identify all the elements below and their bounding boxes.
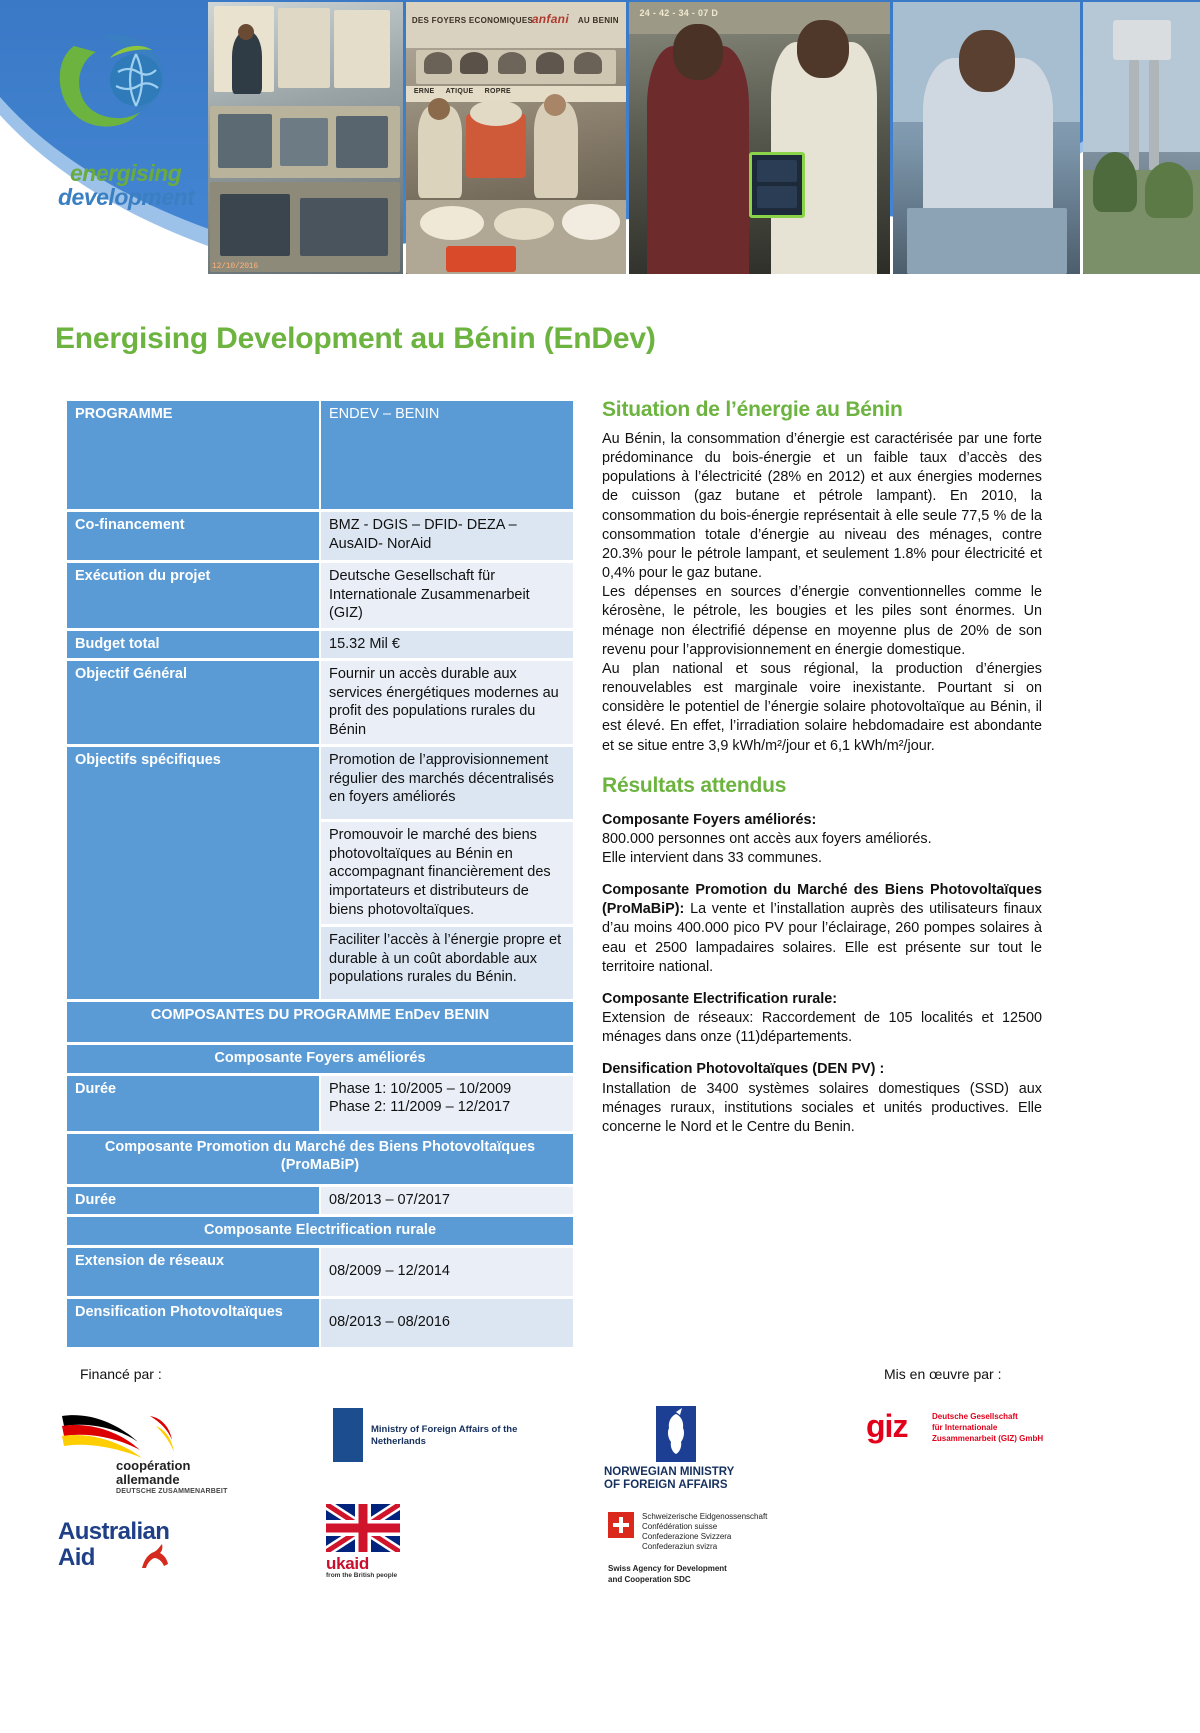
header-banner xyxy=(0,0,1200,300)
cell-key-budget: Budget total xyxy=(67,631,319,659)
swiss-line4: Confederaziun svizra xyxy=(642,1542,718,1551)
composante-promabip-title xyxy=(67,1134,573,1184)
cell-value-extension-reseaux: 08/2009 – 12/2014 xyxy=(321,1248,573,1296)
endev-leaf-globe-icon xyxy=(40,28,200,158)
table-row-composante2-title xyxy=(67,1134,573,1184)
swiss-flag-icon xyxy=(608,1512,634,1538)
resultat-foyers-title: Composante Foyers améliorés: xyxy=(602,811,817,828)
table-row-extension-reseaux xyxy=(67,1248,573,1296)
endev-logo xyxy=(40,28,200,210)
photo-cookstove-demonstration: DES FOYERS ECONOMIQUES anfani AU BENIN ERNE ATIQUE ROPRE xyxy=(406,2,627,274)
norway-lion-icon xyxy=(656,1406,696,1462)
header-photo-strip xyxy=(208,2,1200,274)
composantes-banner: COMPOSANTES DU PROGRAMME EnDev BENIN xyxy=(67,1002,573,1042)
cell-value-cofinancement: BMZ - DGIS – DFID- DEZA –AusAID- NorAid xyxy=(321,512,573,560)
norway-lion-emblem-icon xyxy=(656,1406,696,1462)
cell-key-duree-foyers: Durée xyxy=(67,1076,319,1131)
promabip-title-line2: (ProMaBiP) xyxy=(280,1157,360,1174)
giz-line1: Deutsche Gesellschaft xyxy=(932,1412,1018,1421)
table-row-objectif-general xyxy=(67,661,573,744)
page-title: Energising Development au Bénin (EnDev) xyxy=(55,322,656,355)
netherlands-emblem-icon xyxy=(333,1408,363,1462)
resultat-block-denpv xyxy=(602,1060,1042,1137)
swiss-agency-line1: Swiss Agency for Development xyxy=(608,1564,727,1573)
cell-value-duree-promabip: 08/2013 – 07/2017 xyxy=(321,1187,573,1215)
german-cooperation-logo xyxy=(58,1412,248,1522)
ukaid-line2: from the British people xyxy=(326,1572,398,1579)
netherlands-line2: Netherlands xyxy=(371,1436,426,1447)
table-row-composante1-title xyxy=(67,1045,573,1073)
swiss-line1: Schweizerische Eidgenossenschaft xyxy=(642,1512,768,1521)
resultat-block-promabip xyxy=(602,881,1042,977)
cell-value-execution: Deutsche Gesellschaft für Internationale Zusammenarbeit (GIZ) xyxy=(321,563,573,628)
resultat-promabip-lead: Composante Promotion du Marché des Biens Photovoltaïques (ProMaBiP): xyxy=(602,882,1042,918)
kangaroo-icon xyxy=(136,1542,172,1570)
photo-solar-equipment-warehouse xyxy=(208,2,403,274)
table-row-programme xyxy=(67,401,573,509)
german-coop-line2: allemande xyxy=(116,1472,180,1487)
cell-value-budget: 15.32 Mil € xyxy=(321,631,573,659)
table-row-composante1-duree xyxy=(67,1076,573,1131)
resultat-denpv-body: Installation de 3400 systèmes solaires domestiques (SSD) aux ménages ruraux, institutions sociales et unités productives. Elle concerne le Nord et le Centre du Benin. xyxy=(602,1080,1042,1135)
norwegian-ministry-logo xyxy=(604,1406,814,1502)
footer-logos xyxy=(0,1360,1200,1733)
cell-key-cofinancement: Co-financement xyxy=(67,512,319,560)
giz-line2: für Internationale xyxy=(932,1423,998,1432)
german-flag-icon xyxy=(58,1412,178,1460)
cell-value-duree-foyers xyxy=(321,1076,573,1131)
duree-foyers-phase1: Phase 1: 10/2005 – 10/2009 xyxy=(329,1080,512,1097)
cell-value-objectif-2: Promouvoir le marché des biens photovoltaïques au Bénin en accompagnant financièrement des importateurs et distributeurs de biens photovoltaïques. xyxy=(321,822,573,924)
norway-line2: OF FOREIGN AFFAIRS xyxy=(604,1479,728,1491)
swiss-line3: Confederazione Svizzera xyxy=(642,1532,732,1541)
photo-man-holding-solar-lamp xyxy=(893,2,1080,274)
situation-paragraph-3: Au plan national et sous régional, la production d’énergies renouvelables est marginale voire inexistante. Pourtant si on considère le potentiel de l’énergie solaire photovoltaïque au Bénin, il est élevé. En effet, l’irradiation solaire hebdomadaire est abondante et se situe entre 3,9 kWh/m²/jour et 6,1 kWh/m²/jour. xyxy=(602,660,1042,754)
cell-value-densification: 08/2013 – 08/2016 xyxy=(321,1299,573,1347)
table-row-execution xyxy=(67,563,573,628)
table-row-objectifs-specifiques-1 xyxy=(67,747,573,819)
resultat-electrification-title: Composante Electrification rurale: xyxy=(602,990,838,1007)
resultat-promabip-text xyxy=(602,881,1042,977)
financed-by-label: Financé par : xyxy=(80,1366,162,1382)
resultat-denpv-title: Densification Photovoltaïques (DEN PV) : xyxy=(602,1061,885,1078)
norway-line1: NORWEGIAN MINISTRY xyxy=(604,1466,735,1478)
situation-heading: Situation de l’énergie au Bénin xyxy=(602,398,903,421)
cell-value-objectif-1: Promotion de l’approvisionnement régulier des marchés décentralisés en foyers améliorés xyxy=(321,747,573,819)
cell-key-extension-reseaux: Extension de réseaux xyxy=(67,1248,319,1296)
program-info-table xyxy=(65,398,575,1350)
narrative-column xyxy=(602,398,1042,1137)
logo-line1: energising xyxy=(70,160,182,186)
resultat-foyers-line2: Elle intervient dans 33 communes. xyxy=(602,849,822,866)
giz-line3: Zusammenarbeit (GIZ) GmbH xyxy=(932,1434,1044,1443)
giz-wordmark: giz xyxy=(866,1408,908,1444)
cell-key-execution: Exécution du projet xyxy=(67,563,319,628)
cell-value-objectif-3: Faciliter l’accès à l’énergie propre et durable à un coût abordable aux populations rurales du Bénin. xyxy=(321,927,573,999)
netherlands-line1: Ministry of Foreign Affairs of the xyxy=(371,1424,518,1435)
cell-key-densification: Densification Photovoltaïques xyxy=(67,1299,319,1347)
photo-men-with-solar-panel: 24 - 42 - 34 - 07 D xyxy=(629,2,889,274)
logo-line2: development xyxy=(58,184,195,210)
resultat-block-foyers xyxy=(602,811,1042,868)
german-coop-line3: DEUTSCHE ZUSAMMENARBEIT xyxy=(116,1488,228,1495)
composante-foyers-title: Composante Foyers améliorés xyxy=(67,1045,573,1073)
table-row-composantes-banner xyxy=(67,1002,573,1042)
ukaid-logo xyxy=(326,1504,486,1594)
photo-water-tower xyxy=(1083,2,1200,274)
resultat-block-electrification xyxy=(602,990,1042,1047)
situation-paragraph-2: Les dépenses en sources d’énergie conventionnelles comme le kérosène, le pétrole, les bougies et les piles sont énormes. Un ménage non électrifié dépense en moyenne plus de 20% de son revenu pour l’approvisionnement en énergie domestique. xyxy=(602,584,1042,658)
table-row-budget xyxy=(67,631,573,659)
resultat-electrification-body: Extension de réseaux: Raccordement de 105 localités et 12500 ménages dans onze (11)départements. xyxy=(602,1010,1042,1046)
swiss-sdc-logo xyxy=(608,1512,908,1602)
table-row-densification xyxy=(67,1299,573,1347)
situation-paragraph-1: Au Bénin, la consommation d’énergie est caractérisée par une forte prédominance du bois-énergie et un faible taux d’accès des populations à l’électricité (28% en 2012) et aux énergies modernes de cuisson (gaz butane et pétrole lampant). En 2010, la consommation du bois-énergie représentait à elle seule 77,5 % de la consommation totale d’énergie au niveau des ménages, contre 20.3% pour le pétrole lampant, et seulement 1.8% pour électricité et 0,4% pour le gaz butane. xyxy=(602,431,1042,582)
photo-timestamp: 12/10/2016 xyxy=(212,262,259,271)
cell-key-objectif-general: Objectif Général xyxy=(67,661,319,744)
union-jack-icon xyxy=(326,1504,400,1552)
composante-electrification-title: Composante Electrification rurale xyxy=(67,1217,573,1245)
cell-key-objectifs-specifiques: Objectifs spécifiques xyxy=(67,747,319,999)
promabip-title-line1: Composante Promotion du Marché des Biens Photovoltaïques xyxy=(104,1138,536,1155)
australian-aid-line2: Aid xyxy=(58,1544,95,1571)
cell-key-duree-promabip: Durée xyxy=(67,1187,319,1215)
australian-aid-line1: Australian xyxy=(58,1518,170,1545)
table-row-cofinancement xyxy=(67,512,573,560)
resultats-heading: Résultats attendus xyxy=(602,773,787,797)
giz-logo xyxy=(866,1408,1146,1478)
cell-value-programme: ENDEV – BENIN xyxy=(321,401,573,509)
german-coop-line1: coopération xyxy=(116,1458,191,1473)
cell-key-programme: PROGRAMME xyxy=(67,401,319,509)
resultat-promabip-body: La vente et l’installation auprès des utilisateurs finaux d’au moins 400.000 pico PV pour l’éclairage, 260 pompes solaires à eau et 2500 lampadaires solaires. Elle est présente sur tout le territoire national. xyxy=(602,901,1042,975)
ukaid-line1: ukaid xyxy=(326,1554,369,1573)
resultat-foyers-line1: 800.000 personnes ont accès aux foyers améliorés. xyxy=(602,830,932,847)
table-row-composante3-title xyxy=(67,1217,573,1245)
swiss-line2: Confédération suisse xyxy=(642,1522,718,1531)
table-row-composante2-duree xyxy=(67,1187,573,1215)
program-info-column xyxy=(65,398,575,1350)
australian-aid-logo xyxy=(58,1518,248,1588)
duree-foyers-phase2: Phase 2: 11/2009 – 12/2017 xyxy=(329,1099,511,1116)
swiss-agency-line2: and Cooperation SDC xyxy=(608,1575,691,1584)
implemented-by-label: Mis en œuvre par : xyxy=(884,1366,1002,1382)
netherlands-foreign-affairs-logo xyxy=(333,1408,563,1478)
cell-value-objectif-general: Fournir un accès durable aux services énergétiques modernes au profit des populations rurales du Bénin xyxy=(321,661,573,744)
